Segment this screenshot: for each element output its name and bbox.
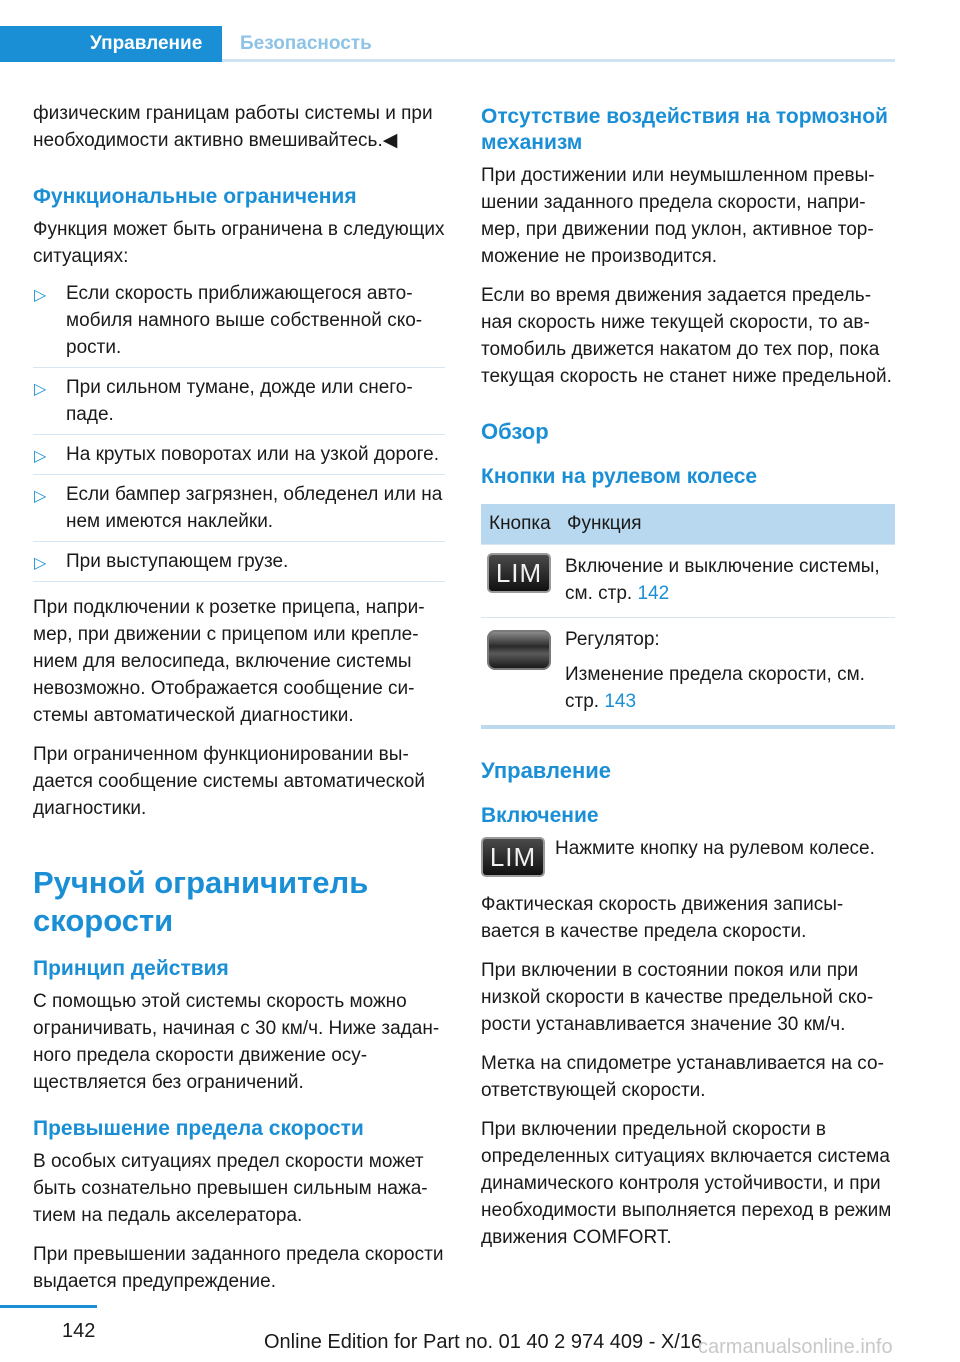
exceed-paragraph-1: В особых ситуациях предел скорости может быть сознательно превышен сильным нажатием на педаль акселератора. <box>33 1151 428 1226</box>
list-item: ▷ При сильном тумане, дожде или снегопаде. <box>33 368 445 435</box>
tab-control[interactable]: Управление <box>0 26 222 62</box>
buttons-table <box>481 504 895 729</box>
paragraph: При включении в состоянии покоя или при низкой скорости в качестве предельной скорости устанавливается значение 30 км/ч. <box>481 959 874 1035</box>
trailer-paragraph: При подключении к розетке прицепа, например, при движении с прицепом или креплением для велосипеда, включение системы невозможно. Отображается сообщение системы автоматической диагностики. <box>33 597 425 726</box>
paragraph: Фактическая скорость движения записывается в качестве предела скорости. <box>481 893 844 942</box>
page-number: 142 <box>62 1320 96 1342</box>
exceed-heading: Превышение предела скорости <box>33 1117 364 1140</box>
buttons-heading: Кнопки на рулевом колесе <box>481 465 758 488</box>
header-divider <box>222 59 895 62</box>
table-row <box>481 544 895 617</box>
page-reference-link[interactable]: 142 <box>637 582 670 604</box>
manual-limiter-heading: Ручной ограничитель скорости <box>33 865 369 938</box>
enable-instruction <box>481 835 895 877</box>
row-text: Регулятор: <box>565 628 660 650</box>
rocker-switch-icon <box>487 630 551 670</box>
brake-paragraph-2: Если во время движения задается предельная скорость ниже текущей скорости, то автомобиль движется накатом до тех пор, пока текущая скорость не станет ниже предельной. <box>481 285 892 387</box>
list-item: ▷ Если бампер загрязнен, обледенел или на нем имеются наклейки. <box>33 475 445 542</box>
exceed-paragraph-2: При превышении заданного предела скорости выдается предупреждение. <box>33 1244 444 1292</box>
limited-paragraph: При ограниченном функционировании выдается сообщение системы автоматической диагностики. <box>33 744 425 819</box>
overview-heading: Обзор <box>481 419 549 444</box>
list-item: ▷ На крутых поворотах или на узкой дороге. <box>33 435 445 475</box>
header <box>0 0 895 62</box>
principle-paragraph: С помощью этой системы скорость можно ограничивать, начиная с 30 км/ч. Ниже заданного предела скорости движение осуществляется без ограничений. <box>33 991 440 1093</box>
lim-button-icon: LIM <box>481 837 545 877</box>
limits-heading: Функциональные ограничения <box>33 185 357 208</box>
lim-button-icon: LIM <box>487 553 551 593</box>
triangle-bullet-icon: ▷ <box>34 488 47 505</box>
list-item: ▷ Если скорость приближающегося автомобиля намного выше собственной скорости. <box>33 274 445 368</box>
tab-safety[interactable]: Безопасность <box>240 33 372 54</box>
left-column <box>33 100 445 1307</box>
limits-paragraph: Функция может быть ограничена в следующих ситуациях: <box>33 219 445 267</box>
limits-list <box>33 274 445 582</box>
table-header-button: Кнопка <box>481 504 559 544</box>
table-header-function: Функция <box>559 504 895 544</box>
enable-text: Нажмите кнопку на рулевом колесе. <box>555 837 875 859</box>
footer-accent-line <box>0 1305 97 1308</box>
row-text: Включение и выключение системы, см. стр. <box>565 555 880 604</box>
right-column <box>481 100 895 1263</box>
list-item: ▷ При выступающем грузе. <box>33 542 445 581</box>
principle-heading: Принцип действия <box>33 957 229 980</box>
triangle-bullet-icon: ▷ <box>34 448 47 465</box>
table-row <box>481 617 895 727</box>
watermark: carmanualsonline.info <box>698 1336 893 1358</box>
triangle-bullet-icon: ▷ <box>34 381 47 398</box>
paragraph: Метка на спидометре устанавливается на соответствующей скорости. <box>481 1052 884 1101</box>
intro-paragraph: физическим границам работы системы и при необходимости активно вмешивайтесь.◀ <box>33 103 433 151</box>
page-reference-link[interactable]: 143 <box>604 690 637 712</box>
brake-paragraph-1: При достижении или неумышленном превышении заданного предела скорости, например, при движении под уклон, активное торможение не производится. <box>481 165 875 267</box>
enable-heading: Включение <box>481 803 599 827</box>
brake-heading: Отсутствие воздействия на тормозной механизм <box>481 105 888 154</box>
triangle-bullet-icon: ▷ <box>34 287 47 304</box>
control-heading: Управление <box>481 757 612 783</box>
edition-text: Online Edition for Part no. 01 40 2 974 409 - X/16 <box>264 1331 703 1353</box>
row-text: Изменение предела скорости, см. стр. <box>565 663 865 712</box>
paragraph: При включении предельной скорости в определенных ситуациях включается система динамического контроля устойчивости, и при необходимости выполняется переход в режим движения COMFORT. <box>481 1118 892 1248</box>
triangle-bullet-icon: ▷ <box>34 555 47 572</box>
